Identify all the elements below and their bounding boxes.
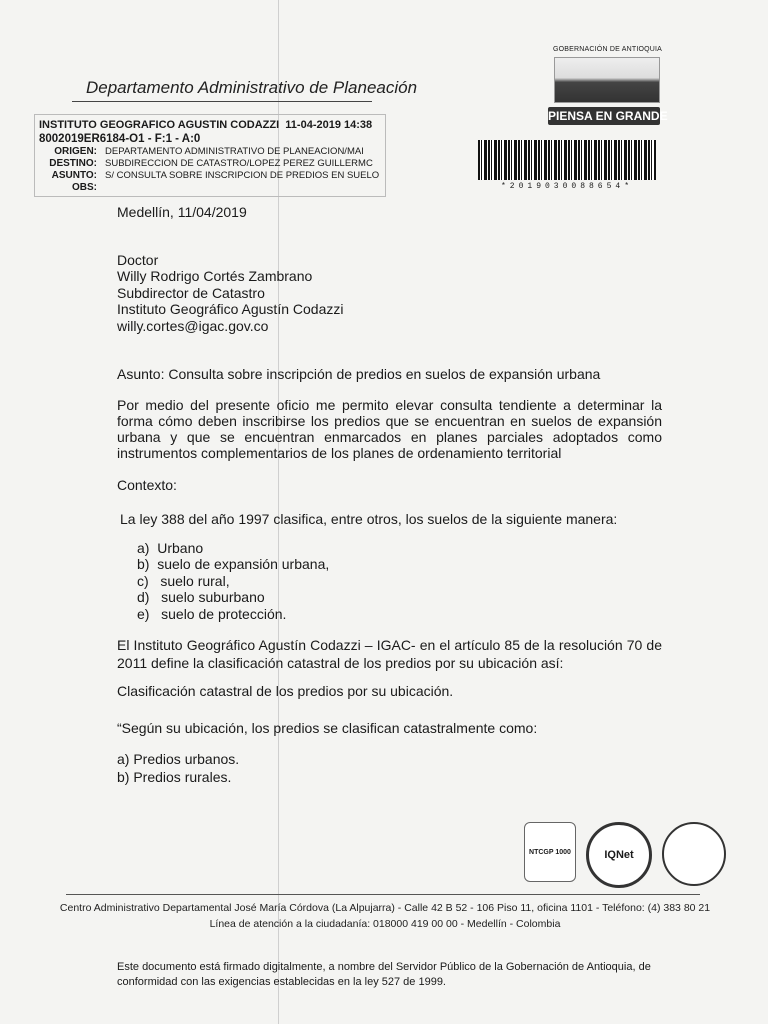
icontec-logo: NTCGP 1000: [524, 822, 576, 882]
barcode-number: *2019030088654*: [500, 182, 633, 191]
stamp-origin: ORIGEN: DEPARTAMENTO ADMINISTRATIVO DE PLANEACION/MAI: [54, 146, 364, 157]
classification-heading: Clasificación catastral de los predios por su ubicación.: [117, 683, 454, 699]
recipient-email[interactable]: willy.cortes@igac.gov.co: [117, 317, 269, 334]
list-item: a) Predios urbanos.: [117, 751, 240, 767]
list-item: b) Predios rurales.: [117, 768, 232, 785]
iqnet-logo: IQNet: [586, 822, 652, 888]
footer-address: Centro Administrativo Departamental José María Córdova (La Alpujarra) - Calle 42 B 52 - 106 Piso 11, oficina 1101 - Teléfono: (4) 383 80 21: [59, 902, 711, 914]
recipient-institution: Instituto Geográfico Agustín Codazzi: [117, 301, 344, 317]
context-heading: Contexto:: [117, 476, 177, 493]
colombia-certification-seal: [662, 822, 726, 886]
stamp-subject: ASUNTO: S/ CONSULTA SOBRE INSCRIPCION DE PREDIOS EN SUELO: [51, 170, 380, 181]
list-item: a) Urbano: [137, 539, 204, 556]
antioquia-flag-logo: [554, 57, 660, 103]
list-item: c) suelo rural,: [137, 572, 230, 589]
filing-stamp: [34, 114, 386, 197]
letter-body: [117, 204, 662, 785]
list-item: b) suelo de expansión urbana,: [137, 556, 330, 572]
government-name: GOBERNACIÓN DE ANTIOQUIA: [553, 46, 663, 53]
list-item: e) suelo de protección.: [137, 605, 287, 622]
recipient-position: Subdirector de Catastro: [117, 284, 265, 301]
title-divider: [72, 101, 372, 102]
footer-hotline: Línea de atención a la ciudadanía: 018000 419 00 00 - Medellín - Colombia: [209, 918, 561, 930]
footer: [40, 900, 730, 932]
certification-logos: [524, 822, 726, 888]
quote-line: “Según su ubicación, los predios se clasifican catastralmente como:: [117, 719, 538, 736]
stamp-radicado: 8002019ER6184-O1 - F:1 - A:0: [39, 133, 201, 145]
stamp-institution: INSTITUTO GEOGRAFICO AGUSTIN CODAZZI 11-04-2019 14:38: [39, 119, 373, 131]
stamp-destination: DESTINO: SUBDIRECCION DE CATASTRO/LOPEZ PEREZ GUILLERMC: [49, 158, 373, 169]
digital-signature-note: Este documento está firmado digitalmente, a nombre del Servidor Público de la Gobernación de Antioquia, de conformidad con las exigencias establecidas en la ley 527 de 1999.: [117, 961, 651, 988]
place-date: Medellín, 11/04/2019: [117, 204, 247, 220]
paragraph-igac: El Instituto Geográfico Agustín Codazzi – IGAC- en el artículo 85 de la resolución 70 de 2011 define la clasificación catastral de los predios por su ubicación así:: [117, 637, 662, 671]
law-intro: La ley 388 del año 1997 clasifica, entre otros, los suelos de la siguiente manera:: [120, 511, 618, 527]
footer-divider: [66, 894, 700, 895]
stamp-obs: OBS:: [72, 182, 97, 193]
list-item: d) suelo suburbano: [137, 589, 265, 605]
department-title: Departamento Administrativo de Planeación: [86, 78, 418, 97]
subject-line: Asunto: Consulta sobre inscripción de predios en suelos de expansión urbana: [117, 366, 601, 382]
slogan-badge: PIENSA EN GRANDE: [548, 109, 668, 123]
barcode: [478, 140, 656, 180]
paragraph-request: Por medio del presente oficio me permito elevar consulta tendiente a determinar la forma cómo deben inscribirse los predios que se encuentran en suelos de expansión urbana y que se encuentran enmarcados en planes parciales adoptados como instrumentos complementarios de los planes de ordenamiento territorial: [117, 396, 662, 461]
recipient-name: Willy Rodrigo Cortés Zambrano: [117, 268, 313, 284]
recipient-title: Doctor: [117, 251, 159, 268]
